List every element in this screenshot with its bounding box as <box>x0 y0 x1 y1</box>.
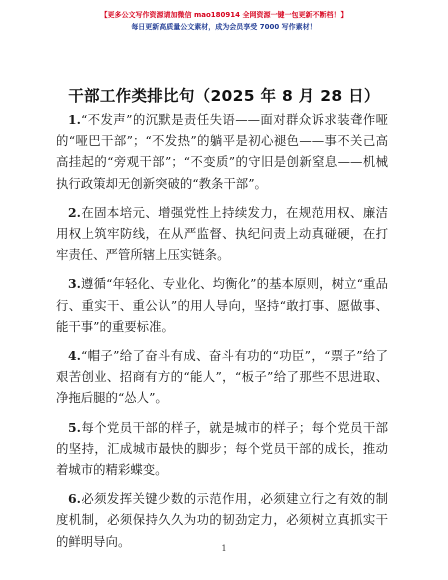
paragraph-lead: 必须发挥关键少数 <box>80 491 184 507</box>
promo-banner-line-2: 每日更新高质量公文素材，成为会员享受 7000 写作素材！ <box>131 23 317 31</box>
paragraph-number: 3. <box>68 276 81 292</box>
paragraph-number: 5. <box>68 419 81 435</box>
promo-banner-line-1: 【更多公文写作资源请加微信 mao180914 全网资源一键一包更新不断档！】 <box>100 11 348 19</box>
paragraph-text: “年轻化、专业化、均衡化”的基本原则，树立“重品行、重实干、重公认”的用人导向，坚持“敢打事、愿做事、能干事”的重要标准。 <box>56 276 388 334</box>
paragraph-number: 1. <box>68 112 81 127</box>
paragraph-6 <box>56 488 388 552</box>
paragraph-text: 、增强党性上持续发力，在规范用权、廉洁用权上筑牢防线，在从严监督、执纪问责上动真碰硬，在打牢责任、严管所辖上压实链条。 <box>56 204 388 263</box>
paragraph-text: 的沉默是责任失语——面对群众诉求装聋作哑的“哑巴干部”；“不发热”的躺平是初心褪色——事不关己高高挂起的“旁观干部”；“不变质”的守旧是创新窒息——机械执行政策却无创新突破的“教条干部”。 <box>56 112 389 191</box>
document-title: 干部工作类排比句（2025 年 8 月 28 日） <box>68 87 380 105</box>
paragraph-lead: “帽子” <box>80 348 120 364</box>
paragraph-lead: 每个党员干部的样子 <box>80 419 197 435</box>
promo-banner <box>0 10 448 32</box>
page-number: 1 <box>221 544 227 553</box>
paragraph-1 <box>56 109 388 194</box>
paragraph-3 <box>56 273 388 337</box>
paragraph-text: 给了奋斗有成、奋斗有功的“功臣”，“票子”给了艰苦创业、招商有方的“能人”，“板子”给了那些不思进取、净拖后腿的“怂人”。 <box>56 348 389 406</box>
paragraph-lead: 在固本培元 <box>80 204 146 220</box>
paragraph-5 <box>56 417 388 481</box>
paragraph-lead: “不发声” <box>80 112 133 127</box>
paragraph-text: 的示范作用，必须建立行之有效的制度机制，必须保持久久为功的韧劲定力，必须树立真抓实干的鲜明导向。 <box>56 491 389 549</box>
document-body <box>56 109 388 560</box>
paragraph-4 <box>56 345 388 409</box>
paragraph-number: 6. <box>68 491 81 507</box>
paragraph-number: 2. <box>68 204 81 220</box>
paragraph-lead: 遵循 <box>80 276 107 292</box>
paragraph-number: 4. <box>68 348 81 364</box>
paragraph-2 <box>56 202 388 266</box>
paragraph-text: ，就是城市的样子；每个党员干部的坚持，汇成城市最快的脚步；每个党员干部的成长，推动着城市的精彩蝶变。 <box>56 419 389 478</box>
